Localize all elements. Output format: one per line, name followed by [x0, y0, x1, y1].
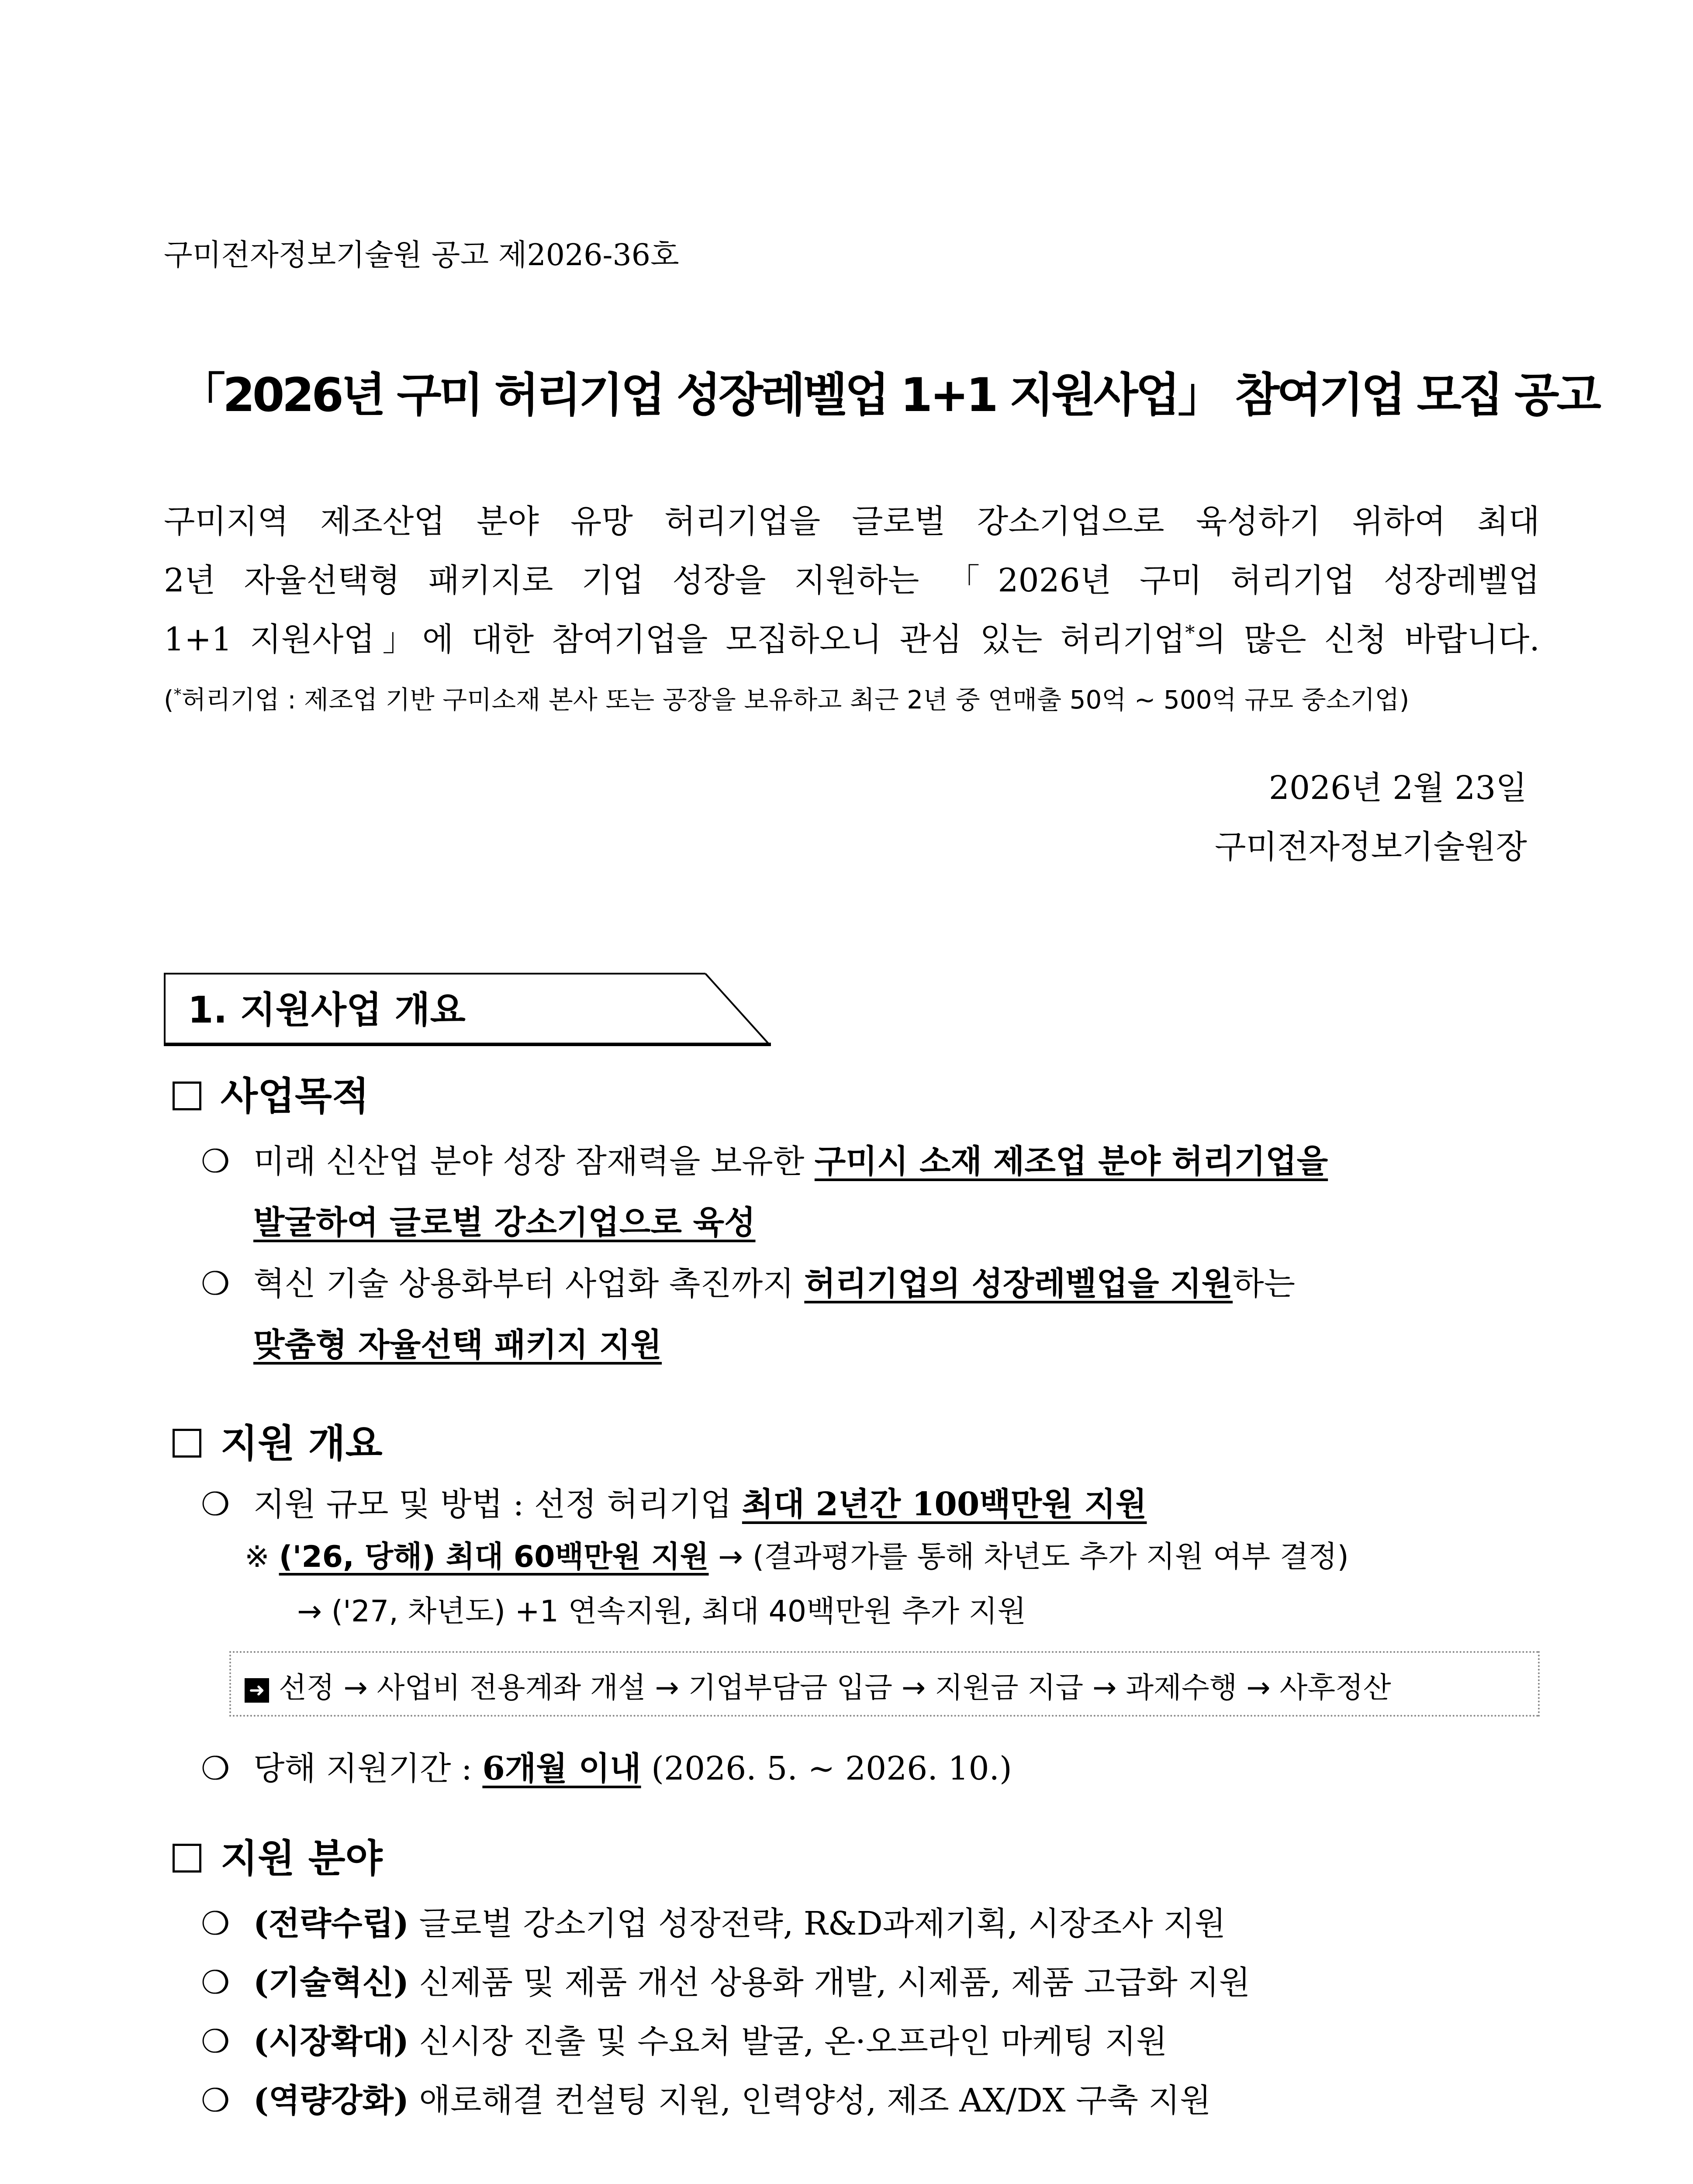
- field-item: [201, 2016, 1167, 2062]
- overview-period: [201, 1743, 1012, 1789]
- heading-overview-label: 지원 개요: [221, 1421, 383, 1466]
- overview-period-text: 당해 지원기간 :: [253, 1750, 483, 1787]
- field-item-text: 애로해결 컨설팅 지원, 인력양성, 제조 AX/DX 구축 지원: [408, 2082, 1211, 2119]
- field-item-tag: (기술혁신): [253, 1964, 409, 2001]
- overview-note: [245, 1533, 1349, 1576]
- bullet-circle-icon: ❍: [201, 1905, 230, 1942]
- footnote: [164, 679, 1409, 716]
- purpose-item-1-text: 미래 신산업 분야 성장 잠재력을 보유한: [253, 1143, 815, 1180]
- field-item-tag: (역량강화): [253, 2082, 409, 2119]
- purpose-item-2-text: 혁신 기술 상용화부터 사업화 촉진까지: [253, 1265, 805, 1303]
- purpose-item-2-tail: 하는: [1233, 1265, 1296, 1303]
- notice-number: 구미전자정보기술원 공고 제2026-36호: [164, 238, 679, 273]
- heading-fields: [173, 1828, 383, 1883]
- overview-scale-text: 지원 규모 및 방법 : 선정 허리기업: [253, 1486, 742, 1523]
- bullet-circle-icon: ❍: [201, 2023, 230, 2060]
- document-title: 「2026년 구미 허리기업 성장레벨업 1+1 지원사업」 참여기업 모집 공고: [179, 368, 1599, 422]
- heading-fields-label: 지원 분야: [221, 1836, 383, 1881]
- square-icon: [173, 1844, 201, 1873]
- purpose-item-2: [201, 1258, 1295, 1304]
- heading-purpose-label: 사업목적: [221, 1074, 370, 1119]
- arrow-box-icon: ➜: [245, 1678, 269, 1703]
- field-item-text: 신제품 및 제품 개선 상용화 개발, 시제품, 제품 고급화 지원: [408, 1964, 1251, 2001]
- intro-line-2: 2년 자율선택형 패키지로 기업 성장을 지원하는 「2026년 구미 허리기업 성장레벨업: [164, 562, 1540, 599]
- purpose-item-1-emphasis: 구미시 소재 제조업 분야 허리기업을: [814, 1143, 1328, 1180]
- overview-note-text: → (결과평가를 통해 차년도 추가 지원 여부 결정): [708, 1540, 1349, 1574]
- bullet-circle-icon: ❍: [201, 1265, 230, 1303]
- bullet-circle-icon: ❍: [201, 1143, 230, 1180]
- field-item: [201, 1957, 1250, 2003]
- bullet-circle-icon: ❍: [201, 1750, 230, 1787]
- intro-line-3-tail: 의 많은 신청 바랍니다.: [1195, 621, 1540, 658]
- intro-line-1: 구미지역 제조산업 분야 유망 허리기업을 글로벌 강소기업으로 육성하기 위하여 최대: [164, 503, 1540, 540]
- field-item-tag: (전략수립): [253, 1905, 409, 1942]
- square-icon: [173, 1429, 201, 1458]
- section-title: 1. 지원사업 개요: [188, 988, 466, 1031]
- field-item-text: 글로벌 강소기업 성장전략, R&D과제기획, 시장조사 지원: [408, 1905, 1226, 1942]
- purpose-item-1-continued: 발굴하여 글로벌 강소기업으로 육성: [253, 1204, 756, 1241]
- intro-footnote-marker: *: [1185, 622, 1195, 644]
- field-item-text: 신시장 진출 및 수요처 발굴, 온·오프라인 마케팅 지원: [408, 2023, 1168, 2060]
- field-item-tag: (시장확대): [253, 2023, 409, 2060]
- footnote-marker: *: [173, 685, 182, 704]
- note-mark: ※: [245, 1540, 279, 1574]
- purpose-item-2-continued: 맞춤형 자율선택 패키지 지원: [253, 1326, 662, 1364]
- field-item: [201, 1898, 1226, 1944]
- intro-line-3: [164, 614, 1540, 660]
- overview-note-emphasis: ('26, 당해) 최대 60백만원 지원: [279, 1540, 709, 1574]
- bullet-circle-icon: ❍: [201, 1486, 230, 1523]
- bullet-circle-icon: ❍: [201, 1964, 230, 2001]
- square-icon: [173, 1082, 201, 1110]
- heading-purpose: [173, 1066, 369, 1121]
- purpose-item-1: [201, 1136, 1328, 1182]
- overview-scale-emphasis: 최대 2년간 100백만원 지원: [742, 1486, 1147, 1523]
- field-item: [201, 2075, 1211, 2121]
- overview-note-continued: → ('27, 차년도) +1 연속지원, 최대 40백만원 추가 지원: [297, 1594, 1026, 1629]
- footnote-open-paren: (: [164, 685, 174, 715]
- overview-period-emphasis: 6개월 이내: [482, 1750, 641, 1787]
- issuer-name: 구미전자정보기술원장: [1215, 828, 1527, 866]
- process-flow: [245, 1664, 1391, 1706]
- purpose-item-2-emphasis: 허리기업의 성장레벨업을 지원: [804, 1265, 1233, 1303]
- intro-line-3-text: 1+1 지원사업」에 대한 참여기업을 모집하오니 관심 있는 허리기업: [164, 621, 1185, 658]
- notice-date: 2026년 2월 23일: [1268, 769, 1527, 807]
- footnote-text: 허리기업 : 제조업 기반 구미소재 본사 또는 공장을 보유하고 최근 2년 중 연매출 50억 ~ 500억 규모 중소기업): [181, 685, 1410, 715]
- overview-period-tail: (2026. 5. ~ 2026. 10.): [641, 1750, 1012, 1787]
- overview-scale: [201, 1479, 1147, 1525]
- heading-overview: [173, 1413, 383, 1468]
- bullet-circle-icon: ❍: [201, 2082, 230, 2119]
- process-flow-text: 선정 → 사업비 전용계좌 개설 → 기업부담금 입금 → 지원금 지급 → 과제수행 → 사후정산: [279, 1671, 1391, 1704]
